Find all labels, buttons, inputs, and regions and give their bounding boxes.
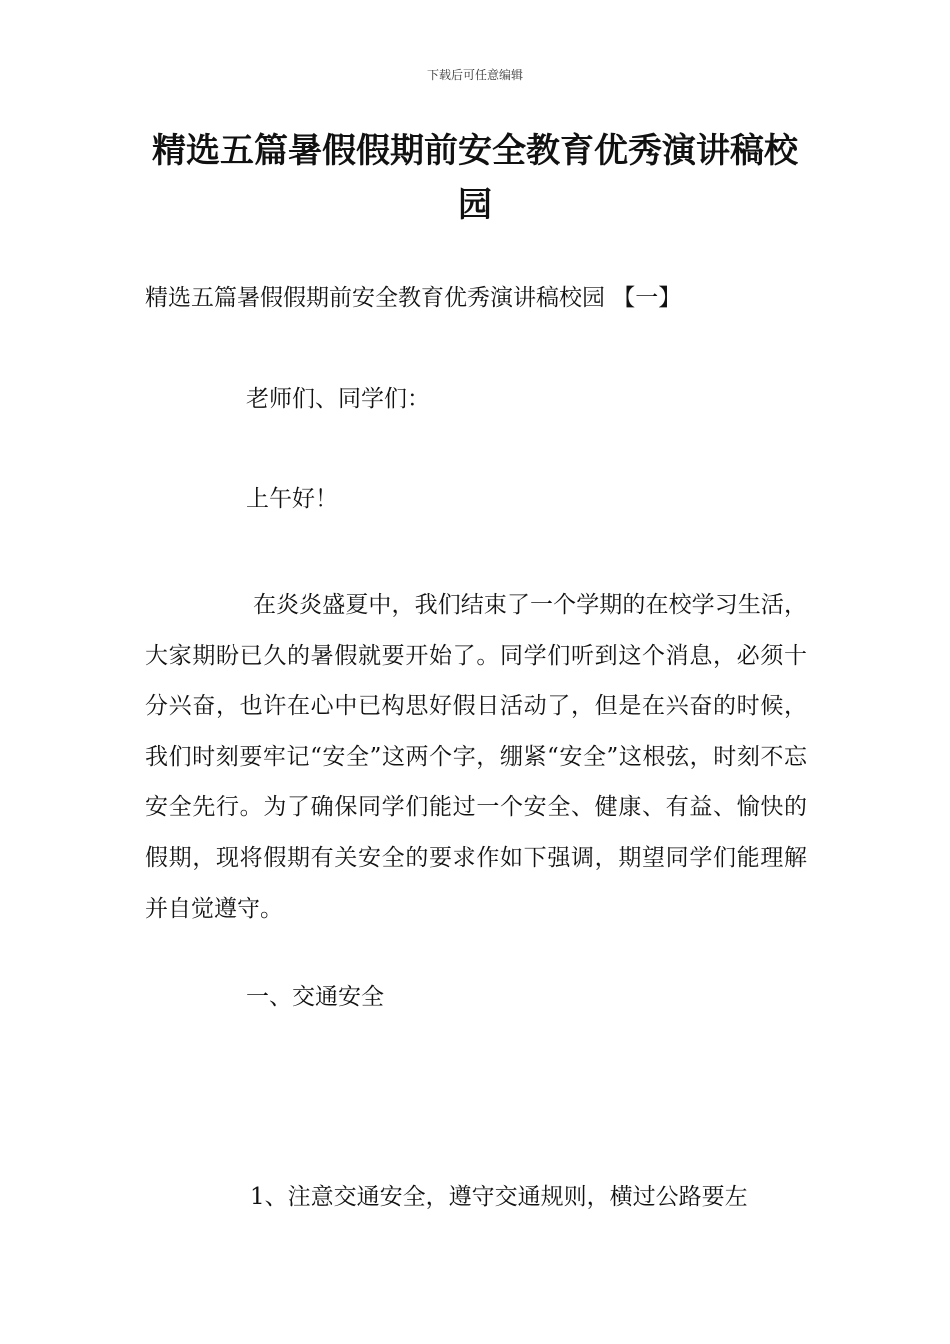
header-note: 下载后可任意编辑 — [426, 68, 523, 82]
list-item-1: 1、注意交通安全，遵守交通规则，横过公路要左 — [250, 1184, 748, 1210]
document-title: 精选五篇暑假假期前安全教育优秀演讲稿校园 — [152, 131, 798, 225]
document-subtitle: 精选五篇暑假假期前安全教育优秀演讲稿校园 【一】 — [145, 285, 682, 311]
hello-line: 上午好！ — [246, 486, 338, 512]
greeting-line: 老师们、同学们： — [246, 386, 430, 412]
body-paragraph: 在炎炎盛夏中，我们结束了一个学期的在校学习生活，大家期盼已久的暑假就要开始了。同学们听到这个消息，必须十分兴奋，也许在心中已构思好假日活动了，但是在兴奋的时候，我们时刻要牢记“安全”这两个字，绷紧“安全”这根弦，时刻不忘安全先行。为了确保同学们能过一个安全、健康、有益、愉快的假期，现将假期有关安全的要求作如下强调，期望同学们能理解并自觉遵守。 — [145, 592, 807, 922]
section-heading-traffic-safety: 一、交通安全 — [246, 984, 384, 1010]
